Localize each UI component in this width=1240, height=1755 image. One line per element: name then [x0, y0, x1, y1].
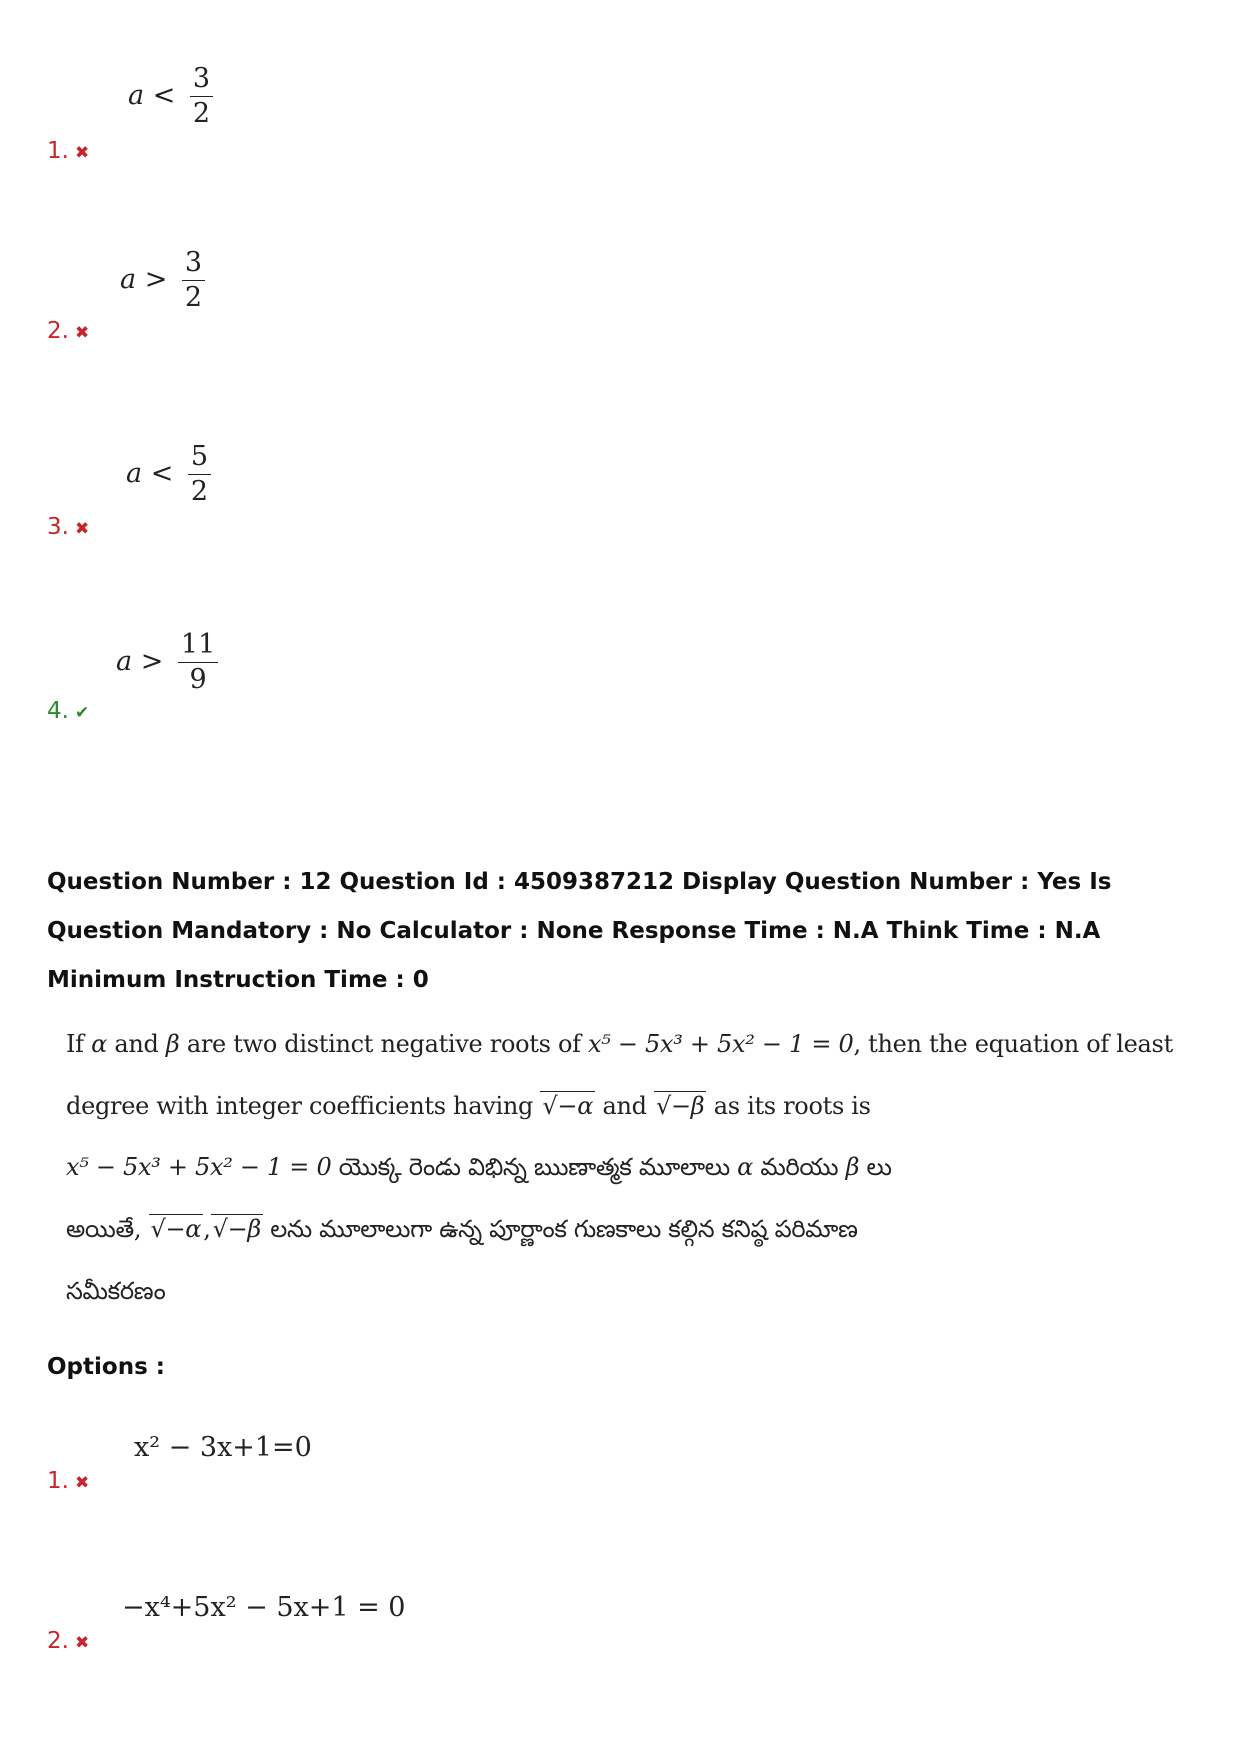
numerator: 3	[192, 63, 211, 94]
question-meta: Question Number : 12 Question Id : 4509387212 Display Question Number : Yes Is Question Mandatory : No Calculator : None Response Time : N.A Think Time : N.A Minimum Instruction Time : 0	[47, 869, 1112, 993]
option-math	[120, 246, 205, 315]
options-label: Options :	[47, 1354, 165, 1380]
question-te-line-1: x⁵ − 5x³ + 5x² − 1 = 0 యొక్క రెండు విభిన్న ఋణాత్మక మూలాలు α మరియు β లు	[66, 1153, 892, 1181]
option-number: 1. ✖	[47, 1468, 90, 1494]
question-en-line-1: If α and β are two distinct negative roots of x⁵ − 5x³ + 5x² − 1 = 0, then the equation of least	[66, 1030, 1173, 1058]
option-math	[116, 628, 218, 697]
math-variable: a	[126, 458, 143, 489]
math-operator: <	[150, 458, 174, 489]
math-variable: a	[116, 646, 133, 677]
option-number: 2. ✖	[47, 1628, 90, 1654]
question-en-line-2: degree with integer coefficients having √ −α and √ −β as its roots is	[66, 1092, 871, 1120]
option-number: 4. ✔	[47, 698, 90, 724]
option-math: −x⁴+5x² − 5x+1 = 0	[122, 1592, 406, 1623]
fraction	[190, 62, 213, 131]
option-number: 1. ✖	[47, 138, 90, 164]
denominator: 9	[178, 662, 218, 697]
numerator: 3	[184, 247, 203, 278]
cross-icon: ✖	[74, 323, 90, 343]
math-operator: >	[140, 646, 164, 677]
numerator: 11	[180, 629, 216, 660]
question-te-line-2: అయితే, √ −α,√ −β లను మూలాలుగా ఉన్న పూర్ణాంక గుణకాలు కల్గిన కనిష్ఠ పరిమాణ	[66, 1215, 858, 1249]
option-math	[126, 440, 211, 509]
option-number: 2. ✖	[47, 318, 90, 344]
fraction	[188, 440, 211, 509]
cross-icon: ✖	[74, 1633, 90, 1653]
math-operator: >	[144, 264, 168, 295]
cross-icon: ✖	[74, 1473, 90, 1493]
square-root: √ −β	[654, 1091, 706, 1120]
option-math: x² − 3x+1=0	[134, 1432, 312, 1463]
cross-icon: ✖	[74, 143, 90, 163]
fraction	[182, 246, 205, 315]
math-variable: a	[120, 264, 137, 295]
square-root: √ −β	[211, 1214, 263, 1243]
question-te-line-3: సమీకరణం	[66, 1277, 166, 1305]
math-operator: <	[152, 80, 176, 111]
numerator: 5	[190, 441, 209, 472]
option-number: 3. ✖	[47, 514, 90, 540]
cross-icon: ✖	[74, 519, 90, 539]
math-variable: a	[128, 80, 145, 111]
denominator: 2	[188, 474, 211, 509]
square-root: √ −α	[149, 1214, 204, 1243]
denominator: 2	[182, 280, 205, 315]
square-root: √ −α	[540, 1091, 595, 1120]
fraction	[178, 628, 218, 697]
denominator: 2	[190, 96, 213, 131]
check-icon: ✔	[74, 703, 90, 723]
option-math	[128, 62, 213, 131]
